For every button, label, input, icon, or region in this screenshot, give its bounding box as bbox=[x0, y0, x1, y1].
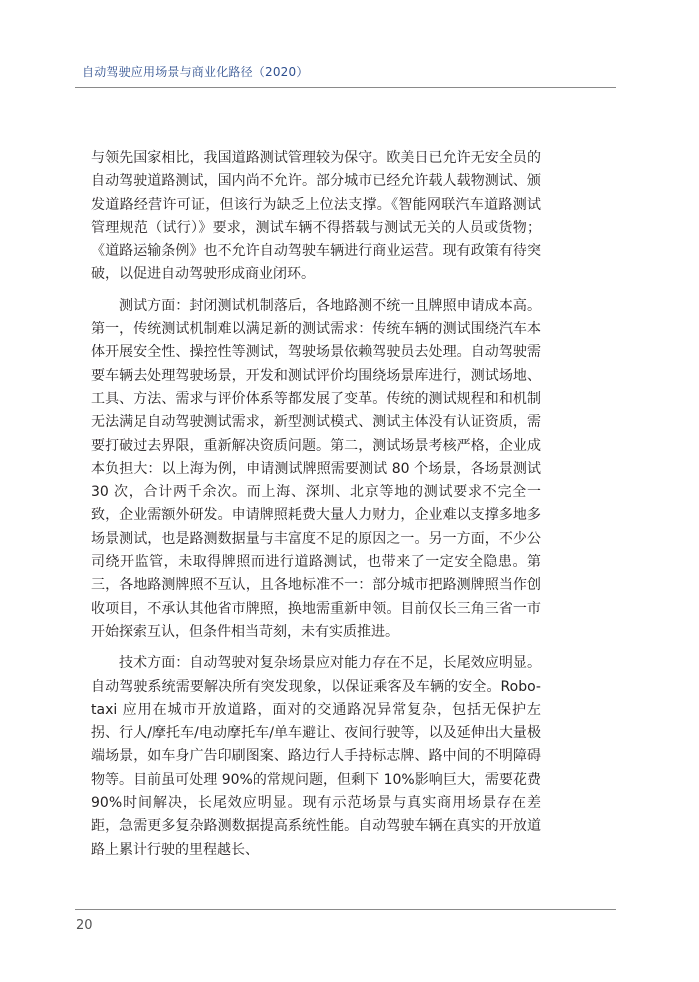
footer-divider bbox=[75, 909, 616, 910]
running-header-title: 自动驾驶应用场景与商业化路径（2020） bbox=[82, 65, 309, 79]
body-text bbox=[91, 147, 541, 870]
paragraph-technology: 技术方面：自动驾驶对复杂场景应对能力存在不足，长尾效应明显。自动驾驶系统需要解决所有突发现象，以保证乘客及车辆的安全。Robo-taxi 应用在城市开放道路，面对的交通路况异常复杂，包括无保护左拐、行人/摩托车/电动摩托车/单车避让、夜间行驶等，以及延伸出大量极端场景，如车身广告印刷图案、路边行人手持标志牌、路中间的不明障碍物等。目前虽可处理 90%的常规问题，但剩下 10%影响巨大，需要花费 90%时间解决，长尾效应明显。现有示范场景与真实商用场景存在差距，急需更多复杂路测数据提高系统性能。自动驾驶车辆在真实的开放道路上累计行驶的里程越长、 bbox=[91, 655, 541, 858]
header-divider bbox=[75, 87, 616, 88]
paragraph-policy: 与领先国家相比，我国道路测试管理较为保守。欧美日已允许无安全员的自动驾驶道路测试，国内尚不允许。部分城市已经允许载人载物测试、颁发道路经营许可证，但该行为缺乏上位法支撑。《智能网联汽车道路测试管理规范（试行）》要求，测试车辆不得搭载与测试无关的人员或货物；《道路运输条例》也不允许自动驾驶车辆进行商业运营。现有政策有待突破，以促进自动驾驶形成商业闭环。 bbox=[91, 150, 541, 283]
page-number: 20 bbox=[76, 918, 93, 933]
paragraph-testing: 测试方面：封闭测试机制落后，各地路测不统一且牌照申请成本高。第一，传统测试机制难以满足新的测试需求：传统车辆的测试围绕汽车本体开展安全性、操控性等测试，驾驶场景依赖驾驶员去处理。自动驾驶需要车辆去处理驾驶场景，开发和测试评价均围绕场景库进行，测试场地、工具、方法、需求与评价体系等都发展了变革。传统的测试规程和和机制无法满足自动驾驶测试需求，新型测试模式、测试主体没有认证资质，需要打破过去界限，重新解决资质问题。第二，测试场景考核严格，企业成本负担大：以上海为例，申请测试牌照需要测试 80 个场景，各场景测试 30 次，合计两千余次。而上海、深圳、北京等地的测试要求不完全一致，企业需额外研发。申请牌照耗费大量人力财力，企业难以支撑多地多场景测试，也是路测数据量与丰富度不足的原因之一。另一方面，不少公司绕开监管，未取得牌照而进行道路测试，也带来了一定安全隐患。第三，各地路测牌照不互认，且各地标准不一：部分城市把路测牌照当作创收项目，不承认其他省市牌照，换地需重新申领。目前仅长三角三省一市开始探索互认，但条件相当苛刻，未有实质推进。 bbox=[91, 297, 541, 640]
